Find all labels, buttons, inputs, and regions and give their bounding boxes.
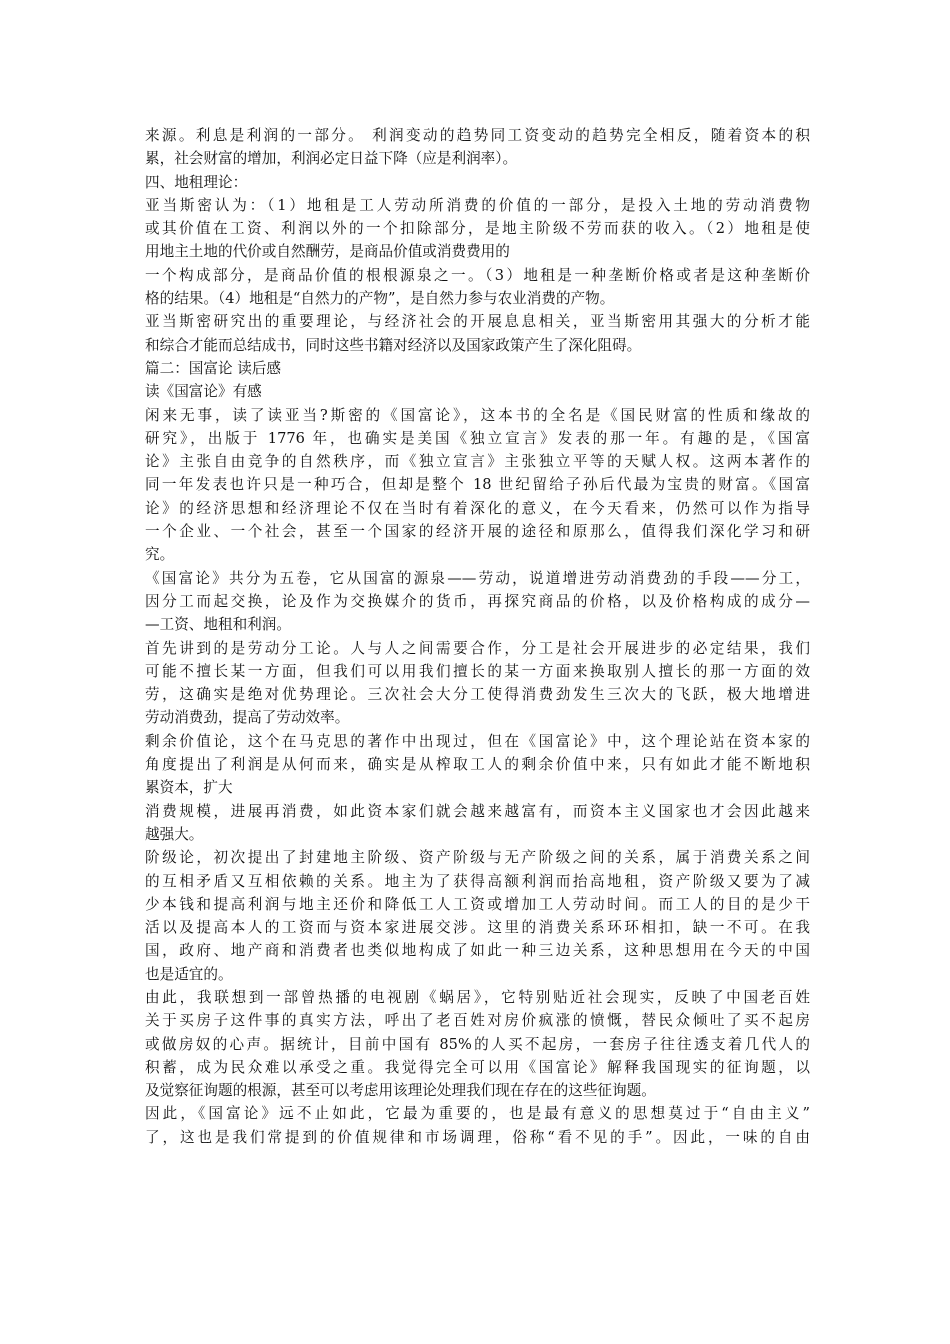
text-line: 《国富论》共分为五卷，它从国富的源泉——劳动，说道增进劳动消费劲的手段——分工， <box>145 569 810 587</box>
text-line: 关于买房子这件事的真实方法，呼出了老百姓对房价疯涨的愤慨，替民众倾吐了买不起房 <box>145 1012 810 1030</box>
text-line: 积蓄，成为民众难以承受之重。我觉得完全可以用《国富论》解释我国现实的征询题，以 <box>145 1058 810 1076</box>
text-line: 活以及提高本人的工资而与资本家进展交涉。这里的消费关系环环相扣，缺一不可。在我 <box>145 919 810 937</box>
text-line: 首先讲到的是劳动分工论。人与人之间需要合作，分工是社会开展进步的必定结果，我们 <box>145 639 810 657</box>
text-line: 由此，我联想到一部曾热播的电视剧《蜗居》，它特别贴近社会现实，反映了中国老百姓 <box>145 988 810 1006</box>
text-line: 因分工而起交换，论及作为交换媒介的货币，再探究商品的价格，以及价格构成的成分— <box>145 592 810 610</box>
text-line: 闲来无事，读了读亚当?斯密的《国富论》，这本书的全名是《国民财富的性质和缘故的 <box>145 406 810 424</box>
text-line: 因此，《国富论》远不止如此，它最为重要的，也是最有意义的思想莫过于“自由主义” <box>145 1105 810 1123</box>
text-line: 的互相矛盾又互相依赖的关系。地主为了获得高额利润而抬高地租，资产阶级又要为了减 <box>145 872 810 890</box>
text-line: 了，这也是我们常提到的价值规律和市场调理，俗称“看不见的手”。因此，一味的自由 <box>145 1128 810 1146</box>
text-line: 少本钱和提高利润与地主还价和降低工人工资或增加工人劳动时间。而工人的目的是少干 <box>145 895 810 913</box>
text-line: —工资、地租和利润。 <box>145 616 291 634</box>
document-page <box>145 124 810 1149</box>
text-line: 论》的经济思想和经济理论不仅在当时有着深化的意义，在今天看来，仍然可以作为指导 <box>145 499 810 517</box>
text-line: 国，政府、地产商和消费者也类似地构成了如此一种三边关系，这种思想用在今天的中国 <box>145 942 810 960</box>
text-line: 剩余价值论，这个在马克思的著作中出现过，但在《国富论》中，这个理论站在资本家的 <box>145 732 810 750</box>
text-line: 劳动消费劲，提高了劳动效率。 <box>145 709 350 727</box>
text-line: 角度提出了利润是从何而来，确实是从榨取工人的剩余价值中来，只有如此才能不断地积 <box>145 756 810 774</box>
text-line: 研究》，出版于 1776 年，也确实是美国《独立宣言》发表的那一年。有趣的是，《国富 <box>145 429 810 447</box>
text-line: 和综合才能而总结成书，同时这些书籍对经济以及国家政策产生了深化阻碍。 <box>145 336 642 354</box>
text-line: 一个企业、一个社会，甚至一个国家的经济开展的途径和原那么，值得我们深化学习和研 <box>145 523 810 541</box>
text-line: 四、地租理论： <box>145 173 248 191</box>
text-line: 同一年发表也许只是一种巧合，但却是整个 18 世纪留给子孙后代最为宝贵的财富。《国富 <box>145 476 810 494</box>
text-line: 用地主土地的代价或自然酬劳，是商品价值或消费费用的 <box>145 243 510 261</box>
text-line: 来源。利息是利润的一部分。 利润变动的趋势同工资变动的趋势完全相反，随着资本的积 <box>145 127 810 144</box>
text-line: 消费规模，进展再消费，如此资本家们就会越来越富有，而资本主义国家也才会因此越来 <box>145 802 810 820</box>
text-line: 阶级论，初次提出了封建地主阶级、资产阶级与无产阶级之间的关系，属于消费关系之间 <box>145 849 810 867</box>
text-line: 或其价值在工资、利润以外的一个扣除部分，是地主阶级不劳而获的收入。（2）地租是使 <box>145 220 810 238</box>
text-line: 亚当斯密研究出的重要理论，与经济社会的开展息息相关，亚当斯密用其强大的分析才能 <box>145 313 810 331</box>
text-line: 累资本，扩大 <box>145 779 233 797</box>
text-line: 及觉察征询题的根源，甚至可以考虑用该理论处理我们现在存在的这些征询题。 <box>145 1082 656 1100</box>
text-line: 或做房奴的心声。据统计，目前中国有 85%的人买不起房，一套房子往往透支着几代人的 <box>145 1035 810 1053</box>
text-line: 亚当斯密认为：（1）地租是工人劳动所消费的价值的一部分，是投入土地的劳动消费物 <box>145 196 810 214</box>
text-line: 可能不擅长某一方面，但我们可以用我们擅长的某一方面来换取别人擅长的那一方面的效 <box>145 662 810 680</box>
text-line: 篇二：国富论 读后感 <box>145 359 281 377</box>
text-line: 格的结果。（4）地租是“自然力的产物”，是自然力参与农业消费的产物。 <box>145 290 615 308</box>
text-line: 越强大。 <box>145 825 204 843</box>
text-line: 读《国富论》有感 <box>145 383 262 401</box>
text-line: 究。 <box>145 546 175 564</box>
text-line: 论》主张自由竞争的自然秩序，而《独立宣言》主张独立平等的天赋人权。这两本著作的 <box>145 453 810 471</box>
text-line: 一个构成部分，是商品价值的根根源泉之一。（3）地租是一种垄断价格或者是这种垄断价 <box>145 266 810 284</box>
text-line: 累，社会财富的增加，利润必定日益下降（应是利润率）。 <box>145 150 518 168</box>
text-line: 劳，这确实是绝对优势理论。三次社会大分工使得消费劲发生三次大的飞跃，极大地增进 <box>145 686 810 704</box>
text-line: 也是适宜的。 <box>145 965 233 983</box>
